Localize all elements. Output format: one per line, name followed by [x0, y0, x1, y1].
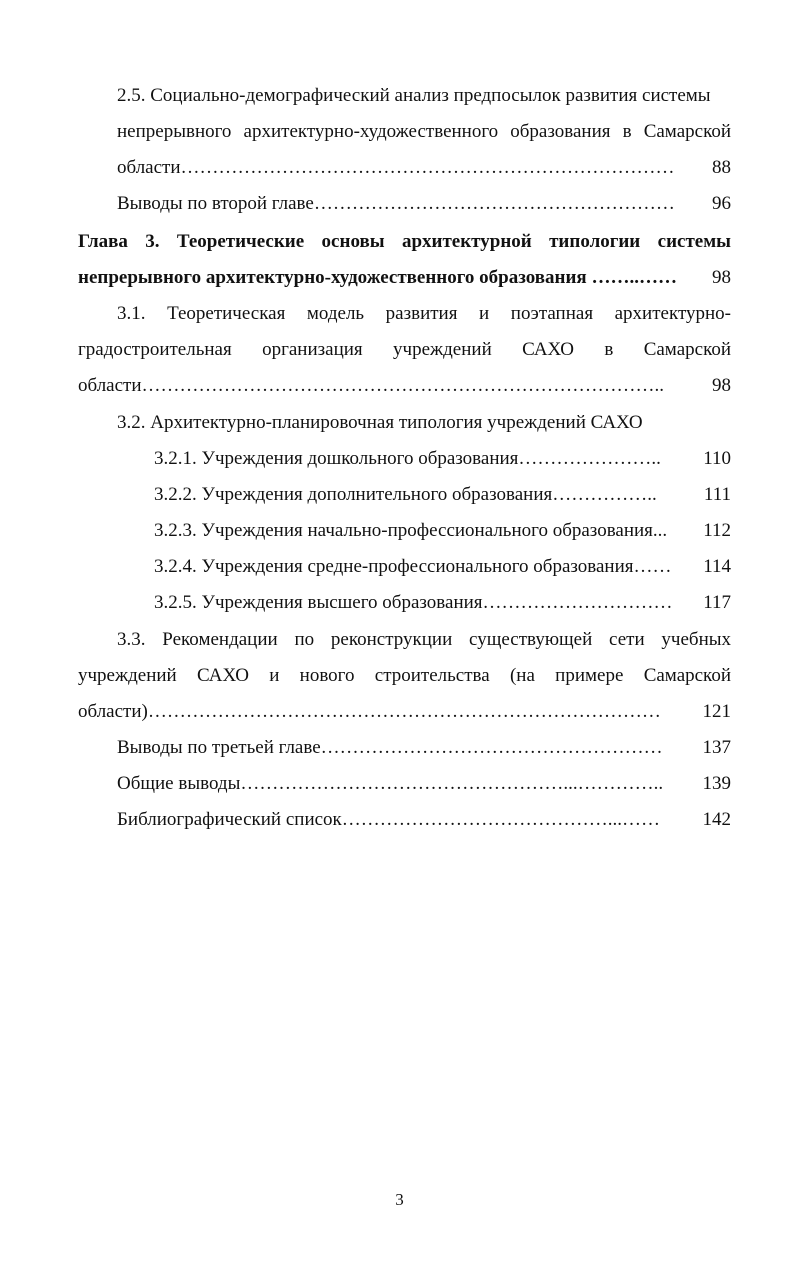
toc-entry-ch2-conclusions — [117, 186, 731, 222]
toc-entry-2-5-line2 — [117, 114, 731, 150]
toc-text: Выводы по третьей главе……………………………………………… — [117, 737, 663, 758]
toc-entry-3-3-line2 — [78, 658, 731, 694]
toc-page-number: 117 — [699, 585, 731, 621]
toc-entry-3-2-4 — [154, 549, 731, 585]
toc-entry-3-2-3 — [154, 513, 731, 549]
toc-text: 3.2. Архитектурно-планировочная типология учреждений САХО — [117, 412, 643, 433]
toc-entry-3-2-5 — [154, 585, 731, 621]
toc-text: непрерывного архитектурно-художественного образования ……..…… — [78, 267, 677, 288]
toc-text: градостроительная организация учреждений САХО в Самарской — [78, 339, 731, 360]
page-number: 3 — [395, 1190, 404, 1209]
toc-text: Глава 3. Теоретические основы архитектурной типологии системы — [78, 231, 731, 252]
toc-text: области……………………………………………………………………….. — [78, 375, 665, 396]
toc-page-number: 111 — [700, 477, 731, 513]
toc-page-number: 121 — [699, 694, 732, 730]
toc-text: учреждений САХО и нового строительства (на примере Самарской — [78, 665, 731, 686]
toc-text: области)……………………………………………………………………… — [78, 701, 661, 722]
toc-page-number: 137 — [699, 730, 732, 766]
toc-text: 3.2.4. Учреждения средне-профессионального образования…… — [154, 556, 672, 577]
toc-text: 3.2.1. Учреждения дошкольного образования………………….. — [154, 448, 661, 469]
toc-text: 2.5. Социально-демографический анализ предпосылок развития системы — [117, 85, 711, 106]
toc-text: Выводы по второй главе………………………………………………… — [117, 193, 675, 214]
toc-text: Общие выводы……………………………………………...………….. — [117, 773, 664, 794]
toc-page-number: 96 — [708, 186, 731, 222]
toc-page-number: 88 — [708, 150, 731, 186]
toc-text: 3.2.5. Учреждения высшего образования………………………… — [154, 592, 673, 613]
toc-entry-3-3-line3 — [78, 694, 731, 730]
toc-page-number: 98 — [708, 260, 731, 296]
toc-entry-3-1-line3 — [78, 368, 731, 404]
toc-entry-2-5-line3 — [117, 150, 731, 186]
toc-chapter-3 — [78, 224, 731, 260]
toc-page-number: 139 — [699, 766, 732, 802]
toc-entry-3-2-2 — [154, 477, 731, 513]
toc-page-number: 114 — [699, 549, 731, 585]
toc-entry-2-5 — [117, 78, 731, 114]
toc-entry-general-conclusions — [117, 766, 731, 802]
toc-page-number: 110 — [699, 441, 731, 477]
toc-page-number: 142 — [699, 802, 732, 838]
toc-page-number: 98 — [708, 368, 731, 404]
toc-text: непрерывного архитектурно-художественного образования в Самарской — [117, 121, 731, 142]
toc-text: Библиографический список……………………………………...…… — [117, 809, 661, 830]
toc-text: 3.3. Рекомендации по реконструкции существующей сети учебных — [117, 629, 731, 650]
toc-entry-3-2 — [117, 405, 731, 441]
toc-entry-3-1-line2 — [78, 332, 731, 368]
toc-text: 3.2.2. Учреждения дополнительного образования…………….. — [154, 484, 657, 505]
toc-text: 3.1. Теоретическая модель развития и поэтапная архитектурно- — [117, 303, 731, 324]
toc-entry-bibliography — [117, 802, 731, 838]
toc-page-number: 112 — [699, 513, 731, 549]
toc-entry-3-3 — [117, 622, 731, 658]
toc-text: 3.2.3. Учреждения начально-профессионального образования... — [154, 520, 668, 541]
toc-entry-ch3-conclusions — [117, 730, 731, 766]
toc-entry-3-1 — [117, 296, 731, 332]
toc-text: области…………………………………………………………………… — [117, 157, 675, 178]
toc-entry-3-2-1 — [154, 441, 731, 477]
toc-chapter-3-line2 — [78, 260, 731, 296]
